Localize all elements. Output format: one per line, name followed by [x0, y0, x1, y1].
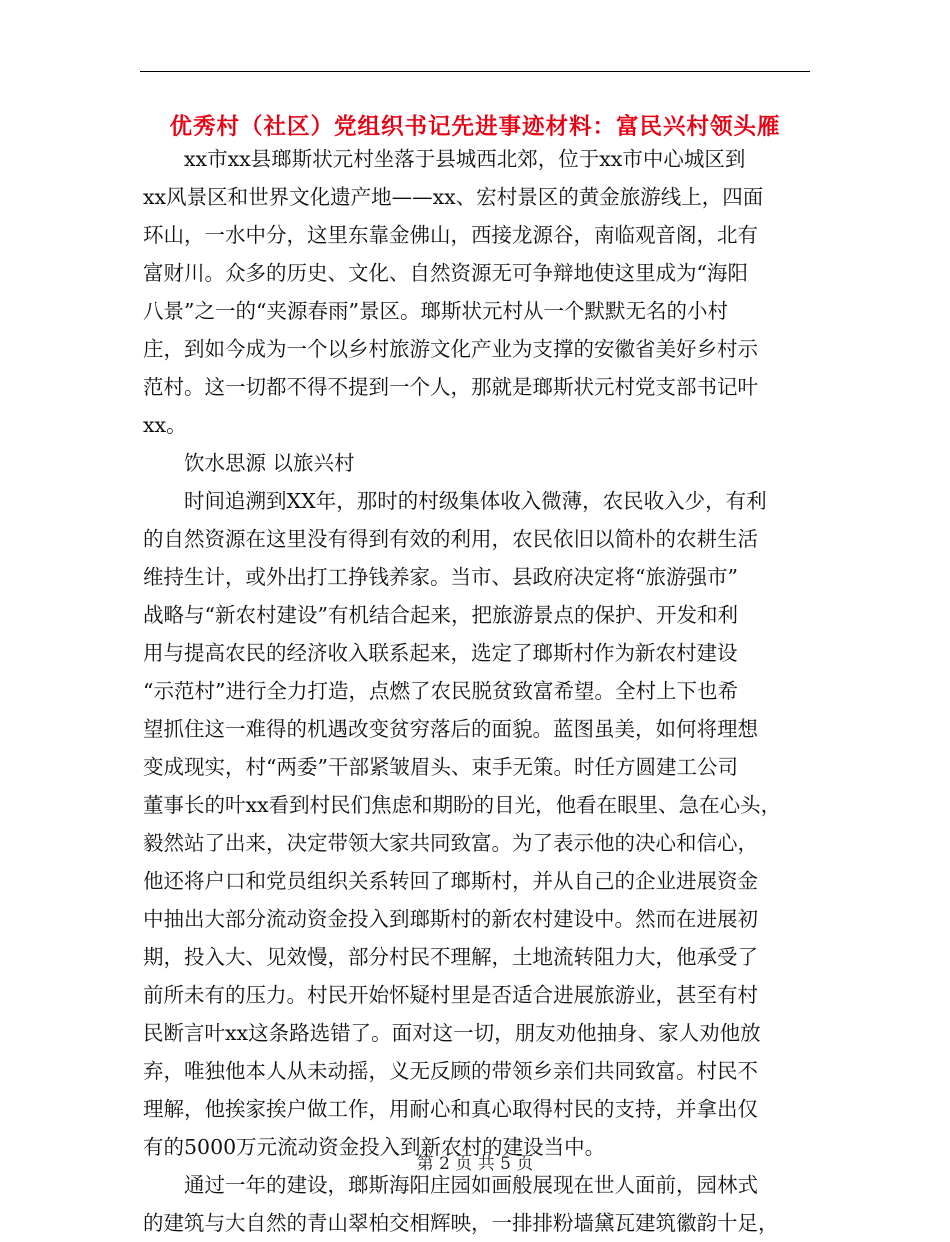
page-number: 第 2 页 共 5 页 — [416, 1154, 534, 1174]
body-line: 弃，唯独他本人从未动摇，义无反顾的带领乡亲们共同致富。村民不 — [143, 1059, 758, 1083]
body-line: xx风景区和世界文化遗产地——xx、宏村景区的黄金旅游线上，四面 — [143, 185, 764, 209]
document-title: 优秀村（社区）党组织书记先进事迹材料：富民兴村领头雁 — [169, 114, 781, 140]
body-line: 董事长的叶xx看到村民们焦虑和期盼的目光，他看在眼里、急在心头， — [143, 793, 782, 817]
body-line: 战略与“新农村建设”有机结合起来，把旅游景点的保护、开发和利 — [143, 603, 738, 627]
body-line: 中抽出大部分流动资金投入到瑯斯村的新农村建设中。然而在进展初 — [143, 907, 758, 931]
body-line: 通过一年的建设，瑯斯海阳庄园如画般展现在世人面前，园林式 — [143, 1173, 758, 1197]
body-line: 民断言叶xx这条路选错了。面对这一切，朋友劝他抽身、家人劝他放 — [143, 1021, 761, 1045]
body-line: 范村。这一切都不得不提到一个人，那就是瑯斯状元村党支部书记叶 — [143, 375, 758, 399]
body-line: 毅然站了出来，决定带领大家共同致富。为了表示他的决心和信心， — [143, 831, 758, 855]
body-line: 八景”之一的“夹源春雨”景区。瑯斯状元村从一个默默无名的小村 — [143, 299, 728, 323]
body-line: 期，投入大、见效慢，部分村民不理解，土地流转阻力大，他承受了 — [143, 945, 758, 969]
header-rule — [140, 71, 810, 72]
body-line: 富财川。众多的历史、文化、自然资源无可争辩地使这里成为“海阳 — [143, 261, 748, 285]
body-line: xx市xx县瑯斯状元村坐落于县城西北郊，位于xx市中心城区到 — [143, 147, 746, 171]
body-line: 变成现实，村“两委”干部紧皱眉头、束手无策。时任方圆建工公司 — [143, 755, 738, 779]
document-body — [143, 140, 813, 1242]
body-line: 用与提高农民的经济收入联系起来，选定了瑯斯村作为新农村建设 — [143, 641, 738, 665]
body-line: 环山，一水中分，这里东靠金佛山，西接龙源谷，南临观音阁，北有 — [143, 223, 758, 247]
body-line: 有的5000万元流动资金投入到新农村的建设当中。 — [143, 1135, 606, 1159]
body-line: 前所未有的压力。村民开始怀疑村里是否适合进展旅游业，甚至有村 — [143, 983, 758, 1007]
body-line: “示范村”进行全力打造，点燃了农民脱贫致富希望。全村上下也希 — [143, 679, 738, 703]
body-line: xx。 — [143, 413, 187, 437]
body-line: 他还将户口和党员组织关系转回了瑯斯村，并从自己的企业进展资金 — [143, 869, 758, 893]
body-line: 望抓住这一难得的机遇改变贫穷落后的面貌。蓝图虽美，如何将理想 — [143, 717, 758, 741]
body-line: 的自然资源在这里没有得到有效的利用，农民依旧以简朴的农耕生活 — [143, 527, 758, 551]
section-heading: 饮水思源 以旅兴村 — [143, 451, 355, 475]
body-line: 维持生计，或外出打工挣钱养家。当市、县政府决定将“旅游强市” — [143, 565, 738, 589]
body-line: 时间追溯到XX年，那时的村级集体收入微薄，农民收入少，有利 — [143, 489, 767, 513]
body-line: 的建筑与大自然的青山翠柏交相辉映，一排排粉墙黛瓦建筑徽韵十足， — [143, 1211, 779, 1235]
body-line: 理解，他挨家挨户做工作，用耐心和真心取得村民的支持，并拿出仅 — [143, 1097, 758, 1121]
body-line: 庄，到如今成为一个以乡村旅游文化产业为支撑的安徽省美好乡村示 — [143, 337, 758, 361]
